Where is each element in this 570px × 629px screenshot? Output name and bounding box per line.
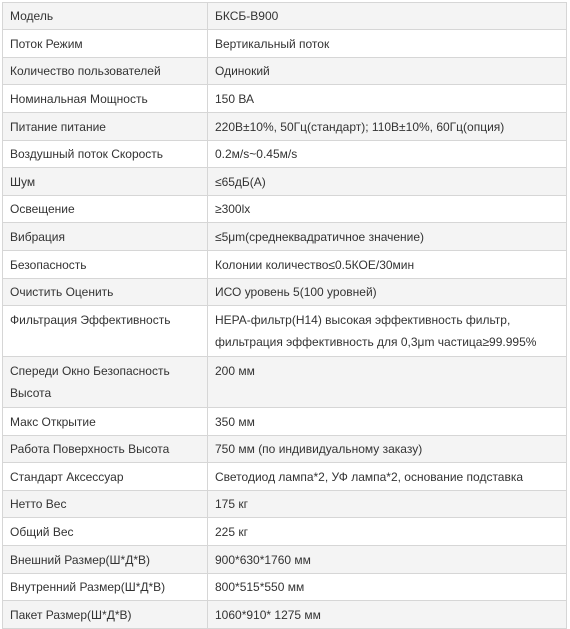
- spec-label: Внутренний Размер(Ш*Д*В): [3, 574, 208, 601]
- spec-value: 225 кг: [208, 518, 567, 546]
- spec-value: 0.2м/s~0.45м/s: [208, 141, 567, 168]
- spec-value: HEPA-фильтр(H14) высокая эффективность фильтр, фильтрация эффективность для 0,3μm частица≥99.995%: [208, 306, 567, 357]
- spec-value: ≤65дБ(A): [208, 168, 567, 196]
- spec-label: Нетто Вес: [3, 491, 208, 518]
- spec-label: Модель: [3, 3, 208, 30]
- table-row: [3, 408, 567, 436]
- spec-label: Работа Поверхность Высота: [3, 436, 208, 463]
- table-row: [3, 357, 567, 408]
- table-row: [3, 463, 567, 491]
- spec-value: ИСО уровень 5(100 уровней): [208, 279, 567, 306]
- spec-value: 150 ВА: [208, 85, 567, 113]
- table-row: [3, 546, 567, 574]
- spec-label: Безопасность: [3, 251, 208, 279]
- spec-table: [2, 2, 567, 629]
- spec-label: Общий Вес: [3, 518, 208, 546]
- spec-label: Очистить Оценить: [3, 279, 208, 306]
- table-row: [3, 574, 567, 601]
- spec-label: Поток Режим: [3, 30, 208, 58]
- table-row: [3, 30, 567, 58]
- table-row: [3, 168, 567, 196]
- spec-label: Количество пользователей: [3, 58, 208, 85]
- spec-label: Освещение: [3, 196, 208, 223]
- spec-label: Номинальная Мощность: [3, 85, 208, 113]
- spec-label: Воздушный поток Скорость: [3, 141, 208, 168]
- spec-value: Колонии количество≤0.5КОЕ/30мин: [208, 251, 567, 279]
- table-row: [3, 141, 567, 168]
- table-row: [3, 58, 567, 85]
- spec-label: Спереди Окно Безопасность Высота: [3, 357, 208, 408]
- spec-value: БКСБ-В900: [208, 3, 567, 30]
- spec-label: Фильтрация Эффективность: [3, 306, 208, 357]
- table-row: [3, 196, 567, 223]
- spec-label: Внешний Размер(Ш*Д*В): [3, 546, 208, 574]
- spec-value: Вертикальный поток: [208, 30, 567, 58]
- spec-label: Макс Открытие: [3, 408, 208, 436]
- spec-value: 1060*910* 1275 мм: [208, 601, 567, 629]
- spec-value: 900*630*1760 мм: [208, 546, 567, 574]
- spec-value: 800*515*550 мм: [208, 574, 567, 601]
- spec-label: Пакет Размер(Ш*Д*В): [3, 601, 208, 629]
- spec-value: ≥300lx: [208, 196, 567, 223]
- table-row: [3, 601, 567, 629]
- spec-value: 220В±10%, 50Гц(стандарт); 110В±10%, 60Гц(опция): [208, 113, 567, 141]
- table-row: [3, 306, 567, 357]
- table-row: [3, 518, 567, 546]
- spec-value: 200 мм: [208, 357, 567, 408]
- table-row: [3, 113, 567, 141]
- table-row: [3, 223, 567, 251]
- spec-label: Питание питание: [3, 113, 208, 141]
- table-row: [3, 251, 567, 279]
- spec-value: 750 мм (по индивидуальному заказу): [208, 436, 567, 463]
- spec-value: 175 кг: [208, 491, 567, 518]
- spec-value: Одинокий: [208, 58, 567, 85]
- spec-label: Стандарт Аксессуар: [3, 463, 208, 491]
- table-row: [3, 491, 567, 518]
- table-row: [3, 3, 567, 30]
- table-row: [3, 85, 567, 113]
- spec-label: Вибрация: [3, 223, 208, 251]
- table-row: [3, 436, 567, 463]
- spec-value: 350 мм: [208, 408, 567, 436]
- spec-value: Светодиод лампа*2, УФ лампа*2, основание подставка: [208, 463, 567, 491]
- spec-value: ≤5μm(среднеквадратичное значение): [208, 223, 567, 251]
- spec-label: Шум: [3, 168, 208, 196]
- table-row: [3, 279, 567, 306]
